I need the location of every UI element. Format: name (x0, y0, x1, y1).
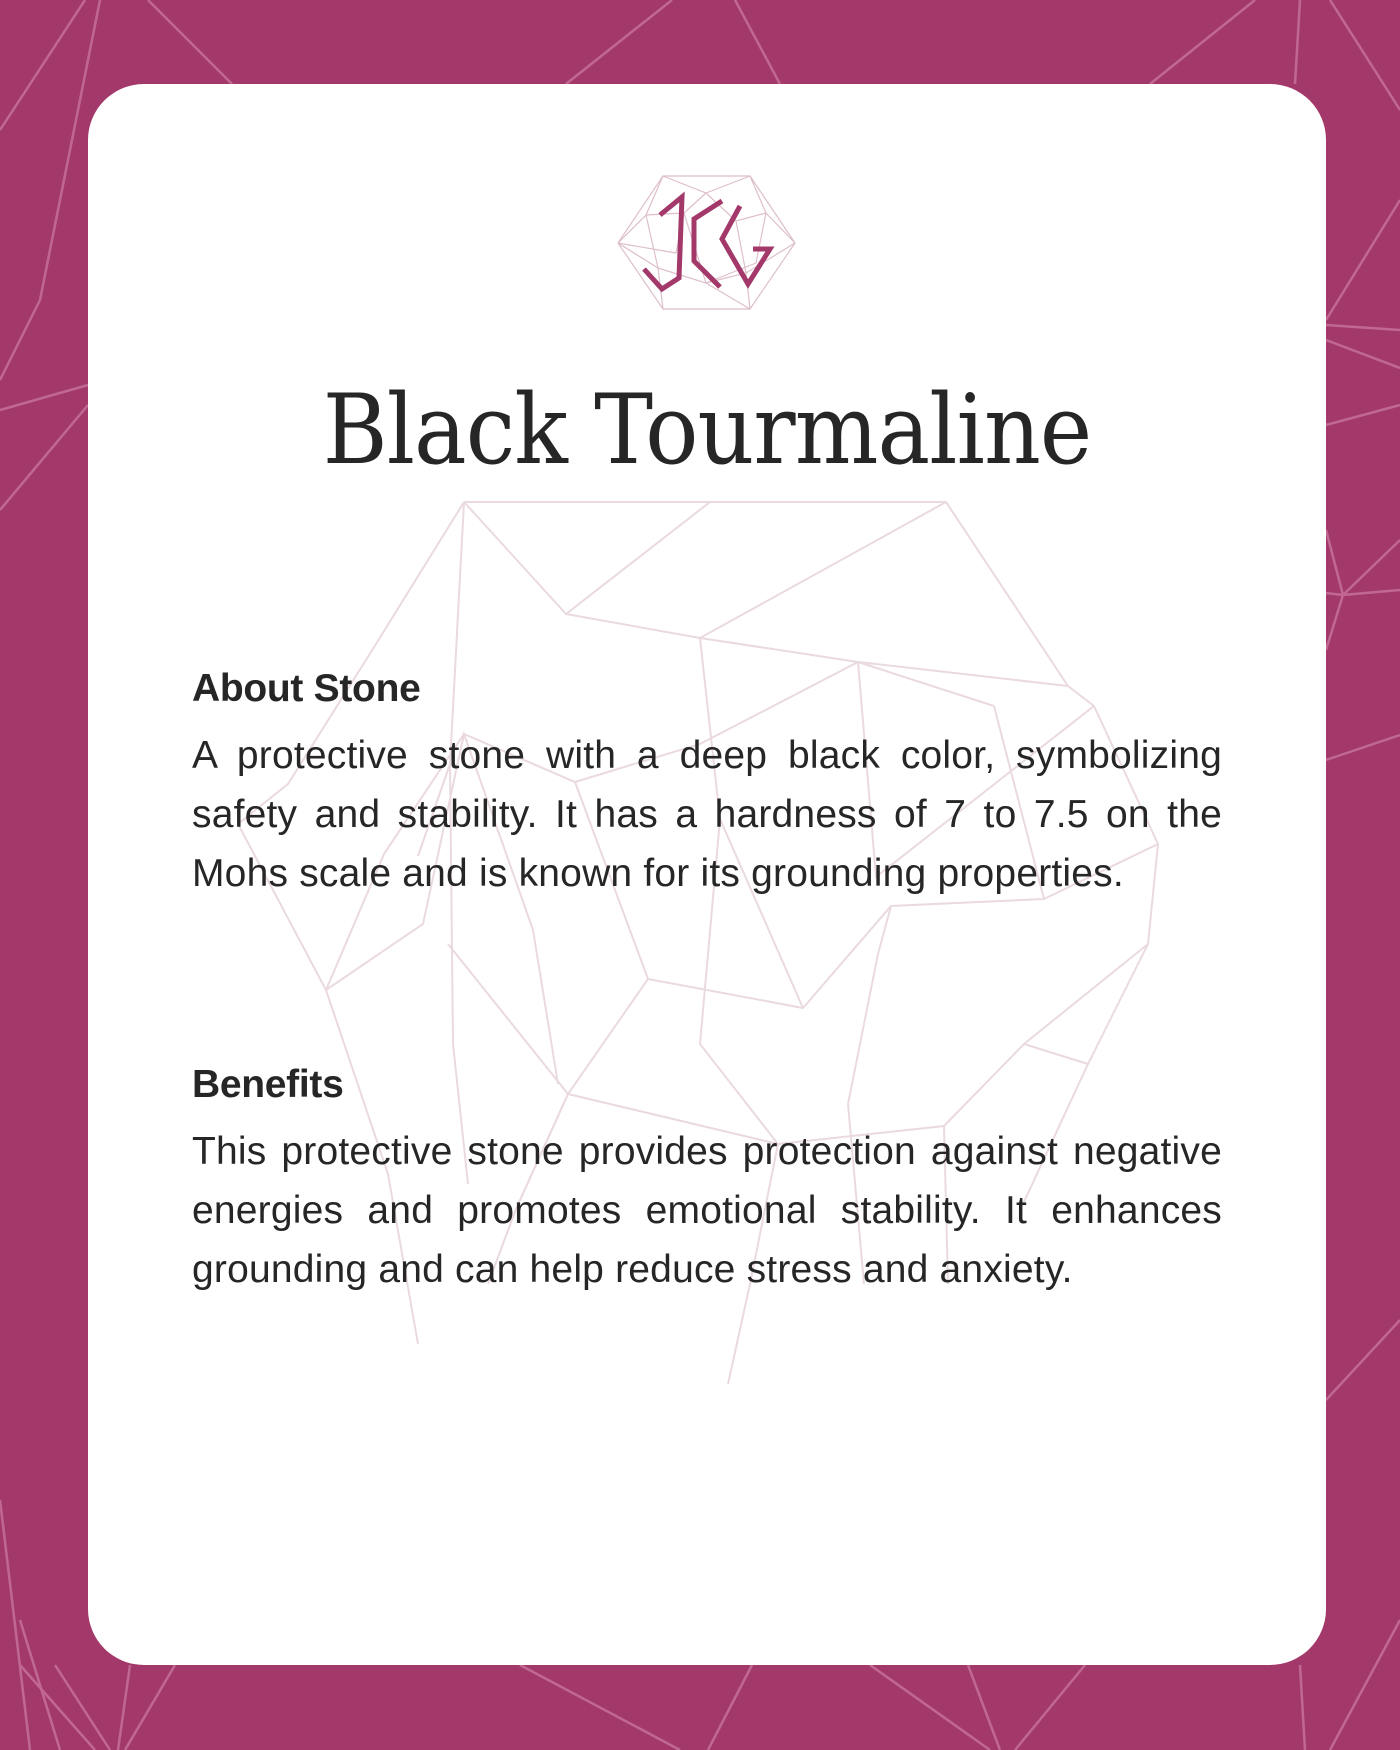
benefits-heading: Benefits (192, 1063, 344, 1106)
stone-info-card (88, 84, 1326, 1665)
about-stone-heading: About Stone (192, 667, 421, 710)
about-stone-body: A protective stone with a deep black color, symbolizing safety and stability. It has a hardness of 7 to 7.5 on the Mohs scale and is known for its grounding properties. (192, 734, 1222, 895)
benefits-body: This protective stone provides protection against negative energies and promotes emotional stability. It enhances grounding and can help reduce stress and anxiety. (192, 1130, 1222, 1291)
about-stone-section (192, 666, 1222, 903)
jcg-logo-icon (616, 173, 798, 313)
stone-title: Black Tourmaline (322, 374, 1092, 486)
benefits-section (192, 1062, 1222, 1299)
